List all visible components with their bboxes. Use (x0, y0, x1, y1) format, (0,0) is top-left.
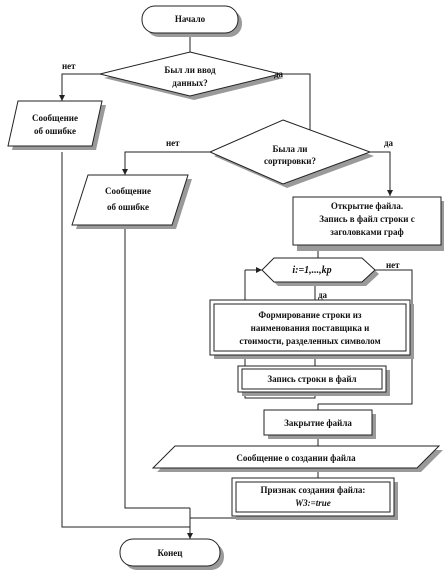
yes-label-1: да (274, 69, 284, 79)
open-file-process (293, 197, 444, 251)
close-file-process (264, 410, 376, 439)
open-file-line-3: заголовками граф (330, 227, 404, 237)
form-string-process (210, 300, 414, 359)
decision-input-line-2: данных? (172, 78, 208, 88)
yes-label-3: да (318, 290, 328, 300)
file-created-message (153, 446, 443, 472)
write-string-label: Запись строки в файл (267, 374, 357, 384)
start-terminal (142, 6, 242, 37)
decision-input-line-1: Был ли ввод (164, 65, 216, 75)
yes-label-2: да (384, 138, 394, 148)
error-message-2-line-2: об ошибке (107, 202, 149, 212)
no-label-2: нет (166, 138, 180, 148)
write-string-process (238, 366, 390, 396)
open-file-line-1: Открытие файла. (330, 201, 404, 211)
no-label-3: нет (386, 260, 400, 270)
file-created-message-label: Сообщение о создании файла (236, 453, 356, 463)
end-label: Конец (157, 548, 183, 558)
decision-input (100, 52, 284, 100)
close-file-label: Закрытие файла (284, 418, 352, 428)
flag-line-2: W3:=true (295, 498, 331, 508)
form-string-line-2: наименования поставщика и (250, 323, 370, 333)
end-terminal (120, 539, 224, 570)
error-message-2-line-1: Сообщение (105, 186, 151, 196)
error-message-1-line-1: Сообщение (32, 113, 78, 123)
flag-process (232, 478, 398, 520)
decision-sort (210, 120, 374, 188)
flag-line-1: Признак создания файла: (260, 485, 366, 495)
error-message-1-line-2: об ошибке (34, 126, 76, 136)
start-label: Начало (174, 14, 206, 24)
loop-label: i:=1,...,kp (292, 265, 332, 276)
loop-hexagon (262, 258, 379, 286)
error-message-2 (72, 175, 192, 229)
decision-sort-line-2: сортировки? (263, 156, 317, 166)
open-file-line-2: Запись в файл строки с (319, 214, 415, 224)
form-string-line-1: Формирование строки из (258, 310, 362, 320)
error-message-1 (8, 101, 106, 150)
decision-sort-line-1: Была ли (272, 144, 308, 154)
no-label-1: нет (62, 61, 76, 71)
form-string-line-3: стоимости, разделенных символом (239, 336, 381, 346)
